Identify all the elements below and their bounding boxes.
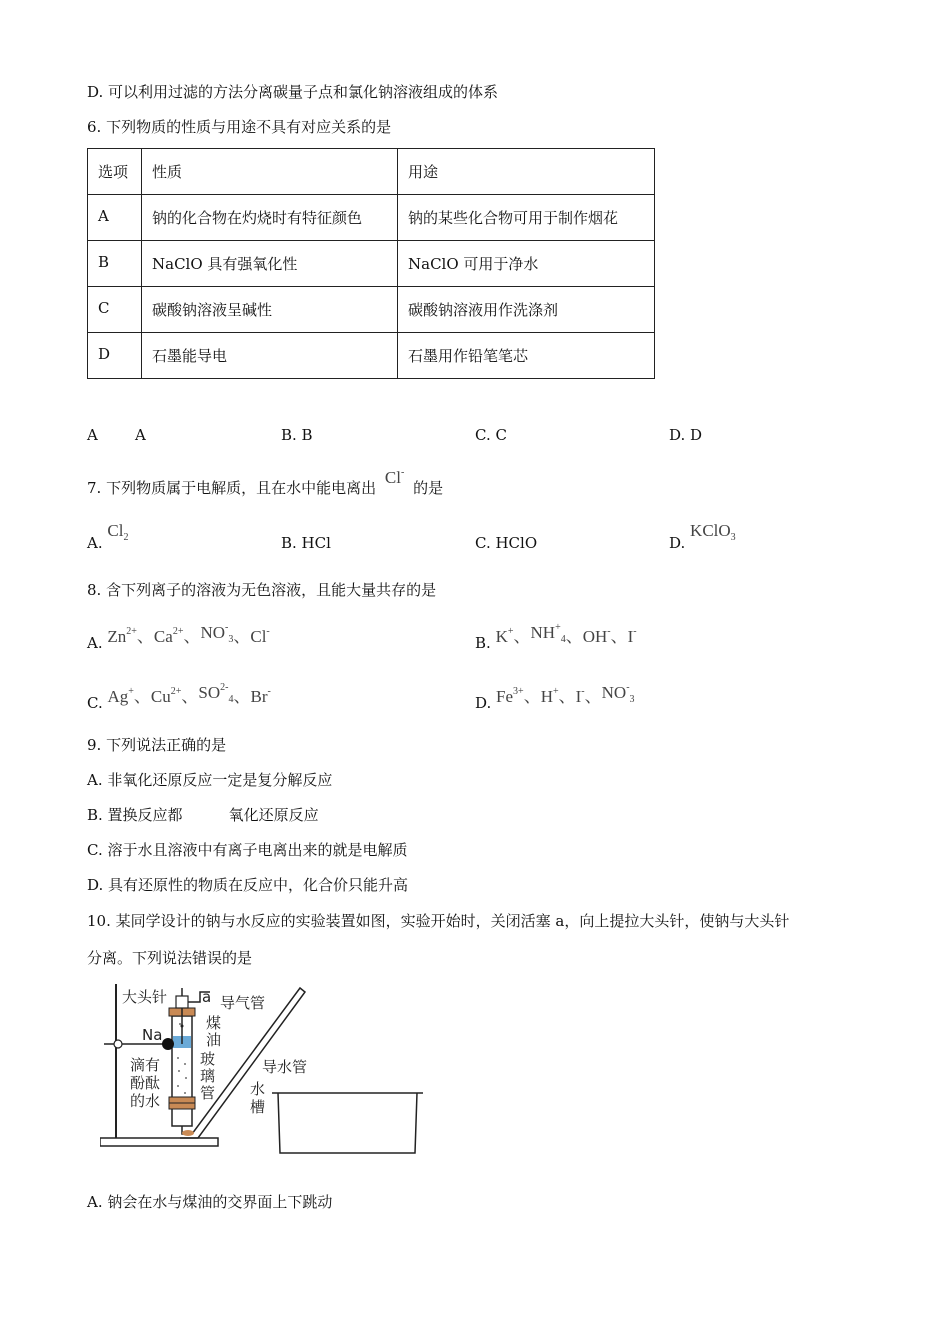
q10-stem-line1: 10. 某同学设计的钠与水反应的实验装置如图，实验开始时，关闭活塞 a，向上提拉大头针，使钠与大头针 [87,912,790,930]
q7-stem [87,467,444,498]
ion-charge: - [267,686,271,697]
ion-subscript: 3 [228,634,234,645]
label-kerosene-2: 油 [206,1031,222,1049]
option-label: A. [87,534,103,552]
formula-main: Cl [384,468,401,487]
q7-stem-end: 的是 [413,479,444,497]
table-cell: C [88,287,142,333]
q7-option-c: C. HClO [475,534,538,552]
ion-charge: - [225,622,229,633]
ion-list [496,682,635,706]
formula [690,521,736,543]
label-glass-1: 玻 [200,1050,216,1068]
formula-main: Cl [107,521,124,540]
ion-symbol: Ag [107,687,129,706]
q5-option-d: D. 可以利用过滤的方法分离碳量子点和氯化钠溶液组成的体系 [87,83,499,101]
q7-option-d [669,521,736,560]
ion [583,627,611,646]
q7-stem-ion [385,468,404,487]
q8-stem: 8. 含下列离子的溶液为无色溶液，且能大量共存的是 [87,581,437,599]
q9-option-a: A. 非氧化还原反应一定是复分解反应 [87,771,333,789]
separator: 、 [136,627,154,646]
separator: 、 [558,687,576,706]
ion-subscript: 3 [629,694,635,705]
table-row [88,195,655,241]
ion-symbol: SO [198,683,221,702]
ion-symbol: Br [250,687,268,706]
q8-option-b [475,622,637,660]
tube-joint [182,1130,194,1136]
table-cell: D [88,333,142,379]
ion [250,687,270,706]
ion [154,627,184,646]
table-header-cell: 性质 [142,149,398,195]
ion-charge: 2+ [126,626,137,637]
q6-option-a: A [135,426,146,444]
ion-charge: - [607,626,611,637]
q8-option-d [475,682,635,720]
q6-table [87,148,655,379]
ion-symbol: Zn [107,627,127,646]
ion [496,687,524,706]
table-header-row [88,149,655,195]
ion-charge: + [507,626,514,637]
ion-list [107,622,270,646]
q9-stem: 9. 下列说法正确的是 [87,736,227,754]
label-pin: 大头针 [122,988,168,1006]
ion-symbol: Cl [250,627,267,646]
ion-subscript: 4 [228,694,234,705]
table-row [88,287,655,333]
label-kerosene-1: 煤 [206,1014,222,1032]
separator: 、 [523,687,541,706]
separator: 、 [513,627,531,646]
label-tank-2: 槽 [250,1098,266,1116]
label-glass-3: 管 [200,1084,216,1102]
table-cell: 石墨能导电 [142,333,398,379]
water-tank [278,1093,417,1153]
table-cell: NaClO 具有强氧化性 [142,241,398,287]
table-cell: B [88,241,142,287]
q7-option-b: B. HCl [281,534,331,552]
valve-a [176,996,188,1008]
separator: 、 [133,687,151,706]
q7-option-a [87,521,129,560]
ion [250,627,269,646]
label-gas-tube: 导气管 [220,994,266,1012]
q9-option-b-post: 氧化还原反应 [228,806,319,824]
ion [151,687,181,706]
table-cell: 钠的化合物在灼烧时有特征颜色 [142,195,398,241]
label-water-1: 滴有 [130,1056,161,1074]
ion-symbol: Cu [150,687,171,706]
ion-charge: 2+ [170,686,182,697]
table-cell: 钠的某些化合物可用于制作烟花 [398,195,655,241]
stand-base [100,1138,218,1146]
separator: 、 [584,687,602,706]
ion-charge: + [555,622,561,633]
formula-sub: 3 [730,532,736,543]
table-cell: A [88,195,142,241]
separator: 、 [183,627,201,646]
q10-option-a: A. 钠会在水与煤油的交界面上下跳动 [87,1193,333,1211]
q6-option-b: B. B [281,426,313,444]
ion [200,622,234,645]
table-row [88,241,655,287]
label-glass-2: 璃 [200,1067,216,1085]
label-water-2: 酚酞 [130,1074,161,1092]
q9-option-b-pre: B. 置换反应都 [87,806,183,824]
table-cell: 石墨用作铅笔笔芯 [398,333,655,379]
formula-main: KClO [690,521,731,540]
q7-stem-text: 7. 下列物质属于电解质，且在水中能电离出 [87,479,377,497]
ion-subscript: 4 [560,634,566,645]
formula-sub: 2 [123,532,129,543]
q6-stem: 6. 下列物质的性质与用途不具有对应关系的是 [87,118,392,136]
bottom-stopper-2 [169,1103,195,1109]
label-water-3: 的水 [130,1092,161,1110]
separator: 、 [233,627,251,646]
ion-symbol: I [627,627,634,646]
clamp-screw [114,1040,122,1048]
ion-symbol: Fe [496,687,514,706]
q8-option-c [87,682,271,720]
ion-charge: 2- [220,682,229,693]
q6-option-a-label: A [87,426,98,444]
ion [530,622,566,645]
ion-symbol: Ca [153,627,173,646]
q6-option-d: D. D [669,426,703,444]
ion-symbol: I [575,687,582,706]
separator: 、 [181,687,199,706]
ion [108,687,134,706]
ion [541,687,559,706]
ion-charge: 3+ [513,686,524,697]
table-cell: 碳酸钠溶液呈碱性 [142,287,398,333]
table-cell: NaClO 可用于净水 [398,241,655,287]
pin-dot [181,1025,184,1028]
option-label: A. [87,634,103,652]
label-water-tube: 导水管 [262,1058,308,1076]
ion-charge: - [266,626,270,637]
ion-symbol: NO [200,623,226,642]
ion [628,627,637,646]
option-label: D. [669,534,686,552]
ion [198,682,234,705]
formula [107,521,129,543]
q6-option-c: C. C [475,426,507,444]
ion-charge: + [552,686,559,697]
table-header-cell: 选项 [88,149,142,195]
ion-charge: - [633,626,637,637]
ion-symbol: OH [582,627,608,646]
bottom-stopper [169,1097,195,1103]
q9-option-b [87,805,319,825]
ion [576,687,585,706]
ion-symbol: NO [601,683,627,702]
ion-charge: - [626,682,630,693]
ion-symbol: H [540,687,553,706]
ion [496,627,514,646]
ion-charge: 2+ [172,626,184,637]
table-cell: 碳酸钠溶液用作洗涤剂 [398,287,655,333]
apparatus-figure [100,978,430,1158]
separator: 、 [610,627,628,646]
separator: 、 [565,627,583,646]
label-valve: a [202,988,212,1006]
q9-option-c: C. 溶于水且溶液中有离子电离出来的就是电解质 [87,841,408,859]
label-tank-1: 水 [250,1080,266,1098]
ion-charge: - [581,686,585,697]
ion-list [107,682,271,706]
ion-symbol: K [495,627,508,646]
sodium-ball [162,1038,174,1050]
ion [601,682,635,705]
option-label: C. [87,694,103,712]
table-row [88,333,655,379]
separator: 、 [233,687,251,706]
q8-option-a [87,622,270,660]
ion-list [495,622,637,646]
option-label: B. [475,634,491,652]
q10-stem-line2: 分离。下列说法错误的是 [87,949,253,967]
table-header-cell: 用途 [398,149,655,195]
ion-symbol: NH [530,623,556,642]
label-na: Na [142,1026,163,1044]
q9-option-d: D. 具有还原性的物质在反应中，化合价只能升高 [87,876,409,894]
formula-sup: - [400,467,405,478]
option-label: D. [475,694,492,712]
ion-charge: + [128,686,134,697]
ion [107,627,137,646]
